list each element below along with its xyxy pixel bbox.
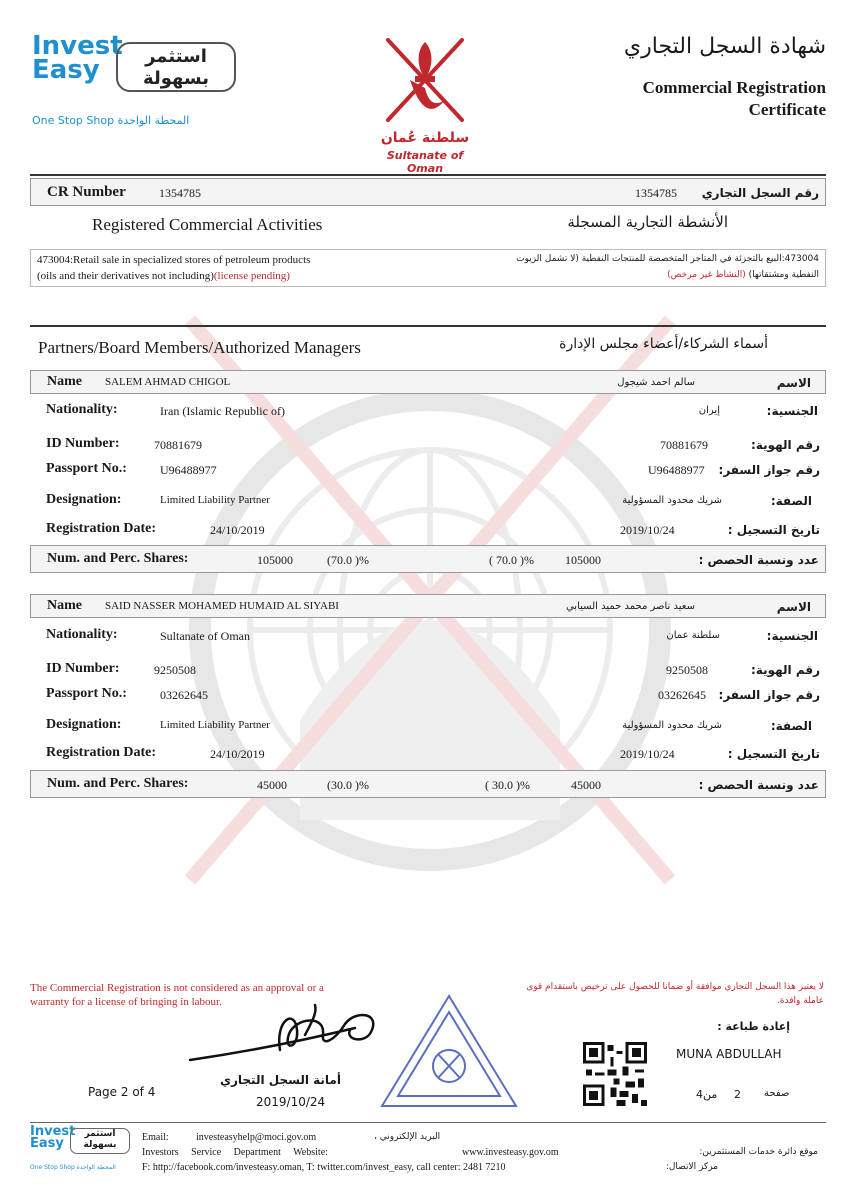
- website-label: Investors Service Department Website:: [142, 1147, 328, 1158]
- id-number-label: ID Number:: [46, 661, 120, 676]
- partner-designation-ar: شريك محدود المسؤولية: [622, 495, 722, 506]
- reprint-name: MUNA ABDULLAH: [676, 1047, 782, 1061]
- designation-label-ar: الصفة:: [770, 494, 812, 508]
- passport-label: Passport No.:: [46, 461, 127, 476]
- qr-code-icon: [583, 1042, 647, 1106]
- shares-label: Num. and Perc. Shares:: [47, 776, 189, 791]
- warning-ar-line-2: عاملة وافدة.: [776, 996, 824, 1006]
- partner-shares-number-ar: 45000: [571, 778, 601, 792]
- page-of-ar: من4: [696, 1088, 718, 1101]
- registration-date-label-ar: تاريخ التسجيل :: [727, 747, 820, 761]
- divider: [30, 174, 826, 176]
- email-value[interactable]: investeasyhelp@moci.gov.om: [196, 1132, 317, 1143]
- cr-number-value: 1354785: [159, 186, 201, 200]
- activities-title: Registered Commercial Activities: [92, 215, 323, 234]
- page-num-ar: 2: [734, 1088, 741, 1101]
- id-number-label-ar: رقم الهوية:: [751, 438, 820, 452]
- partner-name-row: [30, 594, 826, 618]
- activity-row: [30, 249, 826, 287]
- cr-number-label: CR Number: [47, 184, 126, 200]
- cr-number-value-ar: 1354785: [635, 186, 677, 200]
- license-pending-note: (license pending): [213, 270, 290, 282]
- invest-easy-logo: [32, 31, 222, 134]
- nationality-label: Nationality:: [46, 402, 118, 417]
- partner-name-row: [30, 370, 826, 394]
- registrar-date: 2019/10/24: [256, 1095, 326, 1109]
- designation-label: Designation:: [46, 717, 122, 732]
- title-en-1: Commercial Registration: [642, 78, 826, 97]
- logo-small-ar: استثمر بسهولة: [70, 1128, 130, 1154]
- name-label-ar: الاسم: [776, 376, 811, 390]
- logo-small-tag: One Stop Shop المحطة الواحدة: [30, 1164, 116, 1171]
- title-ar: شهادة السجل التجاري: [623, 34, 826, 59]
- divider: [30, 1122, 826, 1123]
- partner-id-number: 9250508: [154, 663, 196, 677]
- partner-name-ar: سعيد ناصر محمد حميد السيابي: [565, 601, 695, 612]
- partner-shares-percent: (70.0 )%: [327, 553, 369, 567]
- partner-designation-ar: شريك محدود المسؤولية: [622, 720, 722, 731]
- partner-nationality: Iran (Islamic Republic of): [160, 404, 285, 418]
- partner-shares-percent: (30.0 )%: [327, 778, 369, 792]
- email-label-ar: البريد الإلكتروني ،: [374, 1132, 441, 1142]
- partner-passport: U96488977: [160, 463, 217, 477]
- activity-line-2-text: (oils and their derivatives not including): [37, 270, 214, 282]
- id-number-label: ID Number:: [46, 436, 120, 451]
- designation-label-ar: الصفة:: [770, 719, 812, 733]
- reprint-label-ar: إعادة طباعة :: [717, 1020, 790, 1033]
- invest-easy-logo-small: [30, 1126, 130, 1176]
- emblem-label-en: Sultanate of Oman: [386, 149, 464, 175]
- logo-text-en-1: Invest: [32, 31, 123, 61]
- emblem-label-ar: سلطنة عُمان: [380, 130, 470, 146]
- passport-label-ar: رقم جواز السفر:: [718, 463, 820, 477]
- shares-label-ar: عدد ونسبة الحصص :: [698, 553, 819, 567]
- partner-passport-ar: U96488977: [648, 463, 705, 477]
- logo-small-en-2: Easy: [30, 1136, 64, 1151]
- divider: [30, 325, 826, 327]
- registration-date-label: Registration Date:: [46, 745, 157, 760]
- partner-shares-number: 105000: [257, 553, 293, 567]
- partner-nationality-ar: سلطنة عمان: [666, 630, 720, 641]
- partner-nationality-ar: إيران: [698, 405, 720, 416]
- email-label: Email:: [142, 1132, 169, 1143]
- title-en-2: Certificate: [748, 100, 826, 119]
- partner-designation: Limited Liability Partner: [160, 719, 270, 731]
- name-label: Name: [47, 374, 82, 389]
- logo-small-en-1: Invest: [30, 1124, 76, 1139]
- social-and-call-center: F: http://facebook.com/investeasy.oman, T: twitter.com/invest_easy, call center: 2481 7210: [142, 1162, 506, 1173]
- partner-registration-date: 24/10/2019: [210, 747, 265, 761]
- id-number-label-ar: رقم الهوية:: [751, 663, 820, 677]
- nationality-label: Nationality:: [46, 627, 118, 642]
- partner-designation: Limited Liability Partner: [160, 494, 270, 506]
- passport-label: Passport No.:: [46, 686, 127, 701]
- nationality-label-ar: الجنسية:: [766, 629, 818, 643]
- partner-shares-row: [30, 770, 826, 798]
- partner-shares-row: [30, 545, 826, 573]
- partner-shares-number: 45000: [257, 778, 287, 792]
- partner-name-ar: سالم احمد شيجول: [617, 377, 695, 388]
- call-center-label-ar: مركز الاتصال:: [665, 1162, 718, 1172]
- partner-passport: 03262645: [160, 688, 208, 702]
- partner-shares-percent-ar: ( 70.0 )%: [489, 553, 534, 567]
- registration-date-label-ar: تاريخ التسجيل :: [727, 523, 820, 537]
- partner-registration-date-ar: 2019/10/24: [620, 747, 675, 761]
- partner-nationality: Sultanate of Oman: [160, 629, 250, 643]
- logo-tagline: One Stop Shop المحطة الواحدة: [32, 114, 190, 127]
- partner-id-number: 70881679: [154, 438, 202, 452]
- activities-title-ar: الأنشطة التجارية المسجلة: [567, 213, 728, 231]
- signature-icon: [185, 1000, 385, 1072]
- partners-title-ar: أسماء الشركاء/أعضاء مجلس الإدارة: [559, 336, 768, 352]
- khanjar-emblem-icon: [370, 30, 480, 128]
- warning-ar-line-1: لا يعتبر هذا السجل التجاري موافقة أو ضمانا للحصول على ترخيص باستقدام قوى: [526, 982, 824, 992]
- page-number: Page 2 of 4: [88, 1085, 156, 1099]
- partners-title: Partners/Board Members/Authorized Managers: [38, 338, 361, 357]
- registration-date-label: Registration Date:: [46, 521, 157, 536]
- registrar-title-ar: أمانة السجل التجاري: [220, 1073, 341, 1087]
- certificate-title: [624, 34, 826, 121]
- website-label-ar: موقع دائرة خدمات المستثمرين:: [699, 1147, 818, 1157]
- partner-registration-date: 24/10/2019: [210, 523, 265, 537]
- logo-text-ar: استثمر بسهولة: [116, 42, 236, 92]
- partner-passport-ar: 03262645: [658, 688, 706, 702]
- designation-label: Designation:: [46, 492, 122, 507]
- activity-line-1-ar: 473004:البيع بالتجزئة في المتاجر المتخصصة للمنتجات النفطية (لا تشمل الزيوت: [516, 254, 819, 264]
- logo-text-en-2: Easy: [32, 55, 100, 85]
- passport-label-ar: رقم جواز السفر:: [718, 688, 820, 702]
- partner-registration-date-ar: 2019/10/24: [620, 523, 675, 537]
- website-value[interactable]: www.investeasy.gov.om: [462, 1147, 559, 1158]
- partner-name: SALEM AHMAD CHIGOL: [105, 376, 231, 388]
- activity-line-2-text-ar: النفطية ومشتقاتها): [748, 270, 819, 280]
- partner-id-number-ar: 70881679: [660, 438, 708, 452]
- shares-label-ar: عدد ونسبة الحصص :: [698, 778, 819, 792]
- warning-en-line-2: warranty for a license of bringing in labour.: [30, 996, 222, 1008]
- activity-line-2-ar: [667, 270, 819, 280]
- nationality-label-ar: الجنسية:: [766, 404, 818, 418]
- activity-line-1: 473004:Retail sale in specialized stores of petroleum products: [37, 254, 311, 266]
- name-label-ar: الاسم: [776, 600, 811, 614]
- oman-emblem: [370, 30, 480, 175]
- page-label-ar: صفحة: [764, 1088, 790, 1099]
- cr-number-label-ar: رقم السجل التجاري: [701, 186, 819, 200]
- partner-id-number-ar: 9250508: [666, 663, 708, 677]
- warning-en-line-1: The Commercial Registration is not considered as an approval or a: [30, 982, 324, 994]
- triangle-seal-icon: [376, 990, 522, 1114]
- cr-number-row: [30, 178, 826, 206]
- partner-shares-percent-ar: ( 30.0 )%: [485, 778, 530, 792]
- license-pending-note-ar: (النشاط غير مرخص): [667, 270, 746, 280]
- partner-name: SAID NASSER MOHAMED HUMAID AL SIYABI: [105, 600, 339, 612]
- name-label: Name: [47, 598, 82, 613]
- activity-line-2: [37, 270, 290, 282]
- shares-label: Num. and Perc. Shares:: [47, 551, 189, 566]
- partner-shares-number-ar: 105000: [565, 553, 601, 567]
